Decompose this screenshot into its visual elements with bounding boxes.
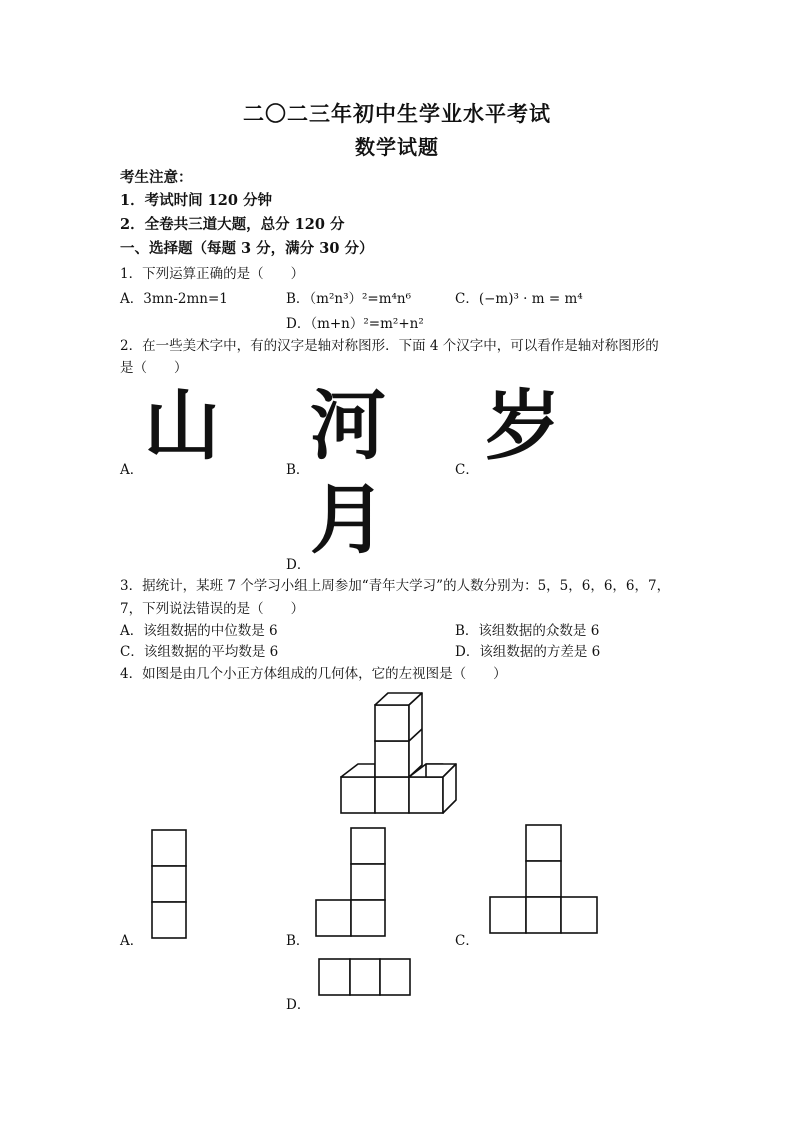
q1-option-d: D．（m+n）²=m²+n² [286,316,424,332]
q2-label-b: B． [286,462,310,478]
q2-label-a: A． [120,462,144,478]
q1-option-c: C．(−m)³ · m = m⁴ [455,291,583,307]
q3-stem-line1: 3．据统计，某班 7 个学习小组上周参加“青年大学习”的人数分别为：5，5，6，6，6，7， [120,578,671,594]
q1-option-a: A．3mn-2mn=1 [120,291,228,307]
q4-stem: 4．如图是由几个小正方体组成的几何体，它的左视图是（ ） [120,666,507,682]
q2-label-d: D． [286,557,311,573]
notice-item-2: 2．全卷共三道大题，总分 120 分 [120,216,345,233]
q4-option-d-figure [319,958,410,996]
q3-option-c: C．该组数据的平均数是 6 [120,644,279,660]
q1-option-b: B．（m²n³）²=m⁴n⁶ [286,291,412,307]
q3-stem-line2: 7，下列说法错误的是（ ） [120,601,305,617]
q2-char-c: 岁 [485,381,561,470]
q2-stem-line2: 是（ ） [120,360,188,376]
q4-label-c: C． [455,933,479,949]
notice-item-1: 1．考试时间 120 分钟 [120,192,272,209]
q3-option-b: B．该组数据的众数是 6 [455,623,600,639]
q4-option-b-figure [316,828,385,936]
q4-option-a-figure [152,830,186,938]
q2-label-c: C． [455,462,479,478]
section-heading: 一、选择题（每题 3 分，满分 30 分） [120,240,374,257]
q2-char-b: 河 [310,381,386,470]
notice-heading: 考生注意： [120,169,193,186]
q4-label-a: A． [120,933,144,949]
q2-char-a: 山 [144,381,220,470]
q3-option-d: D．该组数据的方差是 6 [455,644,601,660]
q2-stem-line1: 2．在一些美术字中，有的汉字是轴对称图形．下面 4 个汉字中，可以看作是轴对称图形的 [120,338,659,354]
q2-char-d: 月 [310,475,386,564]
exam-subtitle: 数学试题 [355,135,439,159]
q4-option-c-figure [490,825,597,933]
q3-option-a: A．该组数据的中位数是 6 [120,623,278,639]
q1-stem: 1．下列运算正确的是（ ） [120,266,305,282]
q4-label-d: D． [286,997,311,1013]
q4-label-b: B． [286,933,310,949]
q4-solid-figure [338,690,463,820]
exam-title: 二〇二三年初中生学业水平考试 [243,101,551,126]
